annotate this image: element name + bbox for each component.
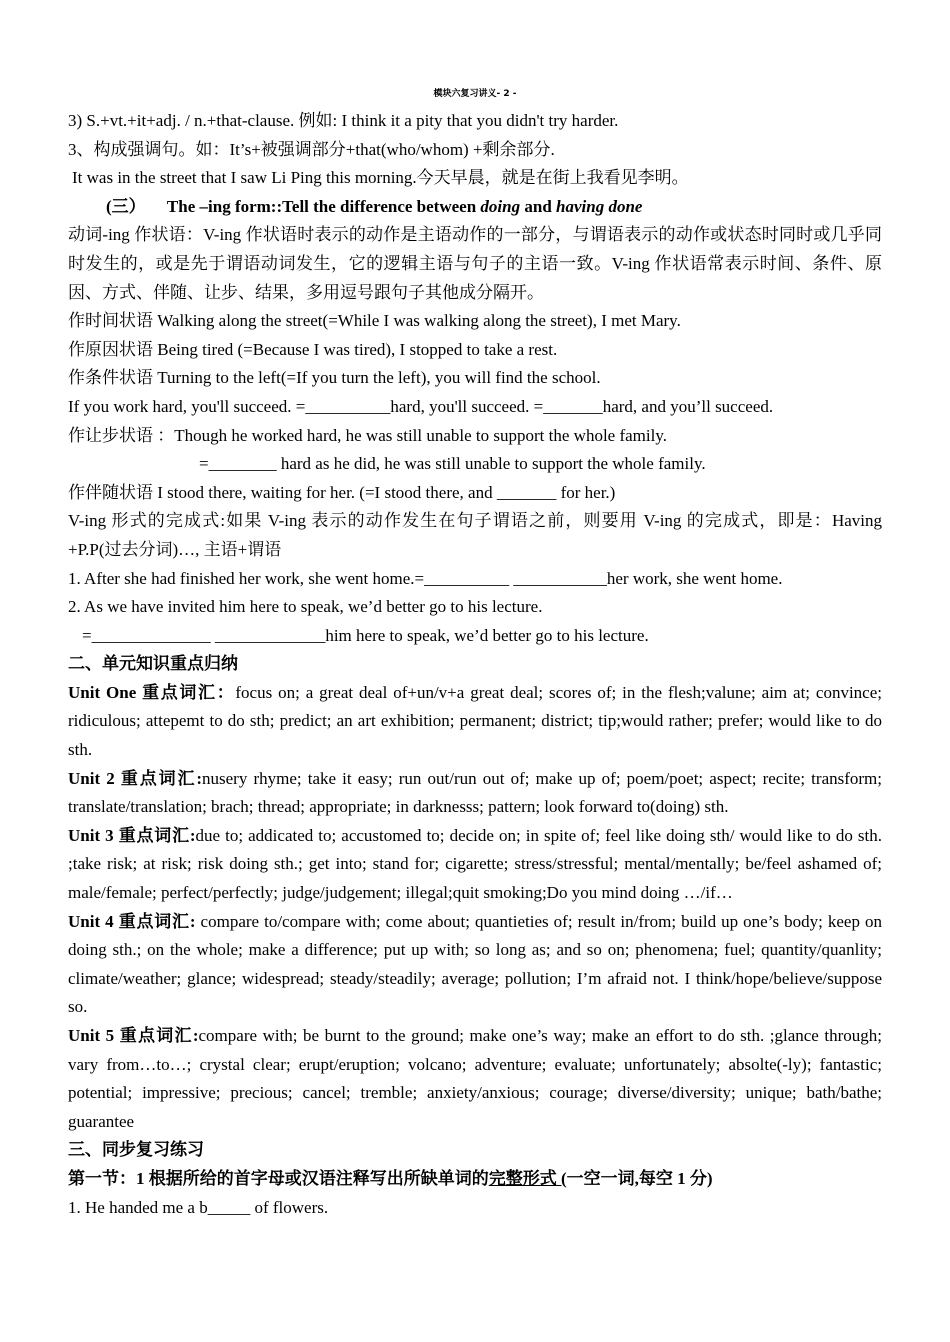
text-line: 3) S.+vt.+it+adj. / n.+that-clause. 例如: I think it a pity that you didn't try harder. bbox=[68, 111, 619, 130]
unit-text: nusery rhyme; take it easy; run out/run out of; make up of; poem/poet; aspect; recite; transform; translate/translation; brach; thread; appropriate; in darknesss; pattern; look forward to(doing) sth. bbox=[68, 768, 882, 817]
unit-vocab-1 bbox=[68, 679, 882, 765]
unit-text: compare with; be burnt to the ground; make one’s way; make an effort to do sth. ;glance through; vary from…to…; crystal clear; erupt/eruption; volcano; adventure; evaluate; unfortunately; absolte(-ly); fantastic; potential; impressive; precious; cancel; tremble; anxiety/anxious; courage; diverse/diversity; unique; bath/bathe; guarantee bbox=[68, 1026, 882, 1131]
unit-label: Unit 3 重点词汇: bbox=[68, 825, 196, 845]
section-heading-ing-form bbox=[68, 193, 882, 222]
text-line: It was in the street that I saw Li Ping this morning.今天早晨，就是在街上我看见李明。 bbox=[72, 168, 689, 188]
unit-text: due to; addicated to; accustomed to; decide on; in spite of; feel like doing sth/ would like to do sth. ;take risk; at risk; risk doing sth.; get into; stand for; cigarette; stress/stressful; mental/mentally; be/feel ashamed of; male/female; perfect/perfectly; judge/judgement; illegal;quit smoking;Do you mind doing …/if… bbox=[68, 825, 882, 903]
heading-italic: having done bbox=[556, 196, 643, 216]
text-line: 作条件状语 Turning to the left(=If you turn the left), you will find the school. bbox=[68, 368, 601, 388]
unit-text: compare to/compare with; come about; quantieties of; result in/from; build up one’s body; keep on doing sth.; on the whole; make a difference; put up with; so long as; and so on; phenomena; fuel; quantity/quanlity; climate/weather; glance; widespread; steady/steadily; average; pollution; I’m afraid not. I think/hope/believe/suppose so. bbox=[68, 911, 882, 1017]
text-line: 1. After she had finished her work, she went home.=__________ ___________her work, she went home. bbox=[68, 568, 783, 588]
instruction-text: 第一节：1 根据所给的首字母或汉语注释写出所缺单词的 bbox=[68, 1168, 489, 1188]
text-line: 作让步状语 ：Though he worked hard, he was still unable to support the whole family. bbox=[68, 425, 667, 445]
unit-vocab-4 bbox=[68, 908, 882, 1022]
text-line: 作伴随状语 I stood there, waiting for her. (=I stood there, and _______ for her.) bbox=[68, 482, 616, 502]
paragraph: V-ing 形式的完成式:如果 V-ing 表示的动作发生在句子谓语之前，则要用 V-ing 的完成式，即是：Having +P.P(过去分词)…, 主语+谓语 bbox=[68, 511, 882, 559]
exercise-question: 1. He handed me a b_____ of flowers. bbox=[68, 1197, 329, 1217]
text-line: =________ hard as he did, he was still unable to support the whole family. bbox=[199, 454, 706, 474]
instruction-underlined: 完整形式 ( bbox=[488, 1168, 567, 1188]
text-line: 2. As we have invited him here to speak, we’d better go to his lecture. bbox=[68, 597, 543, 617]
text-line: If you work hard, you'll succeed. =__________hard, you'll succeed. =_______hard, and you’ll succeed. bbox=[68, 396, 774, 416]
heading-text: and bbox=[520, 196, 557, 216]
section-heading-2: 二、单元知识重点归纳 bbox=[68, 654, 238, 674]
page-header: 模块六复习讲义- 2 - bbox=[433, 89, 517, 99]
text-line: 作原因状语 Being tired (=Because I was tired), I stopped to take a rest. bbox=[68, 339, 558, 359]
unit-vocab-3 bbox=[68, 822, 882, 908]
unit-label: Unit 2 重点词汇: bbox=[68, 768, 202, 788]
section-number: (三） bbox=[106, 196, 146, 216]
heading-italic: doing bbox=[480, 196, 521, 216]
text-line: 3、构成强调句。如：It’s+被强调部分+that(who/whom) +剩余部分. bbox=[68, 139, 555, 159]
unit-vocab-5 bbox=[68, 1022, 882, 1136]
unit-vocab-2 bbox=[68, 765, 882, 822]
instruction-text: 一空一词,每空 1 分) bbox=[566, 1168, 713, 1188]
unit-label: Unit One 重点词汇： bbox=[68, 682, 236, 702]
document-body bbox=[68, 107, 882, 1222]
unit-label: Unit 4 重点词汇: bbox=[68, 911, 196, 931]
exercise-instruction bbox=[68, 1165, 882, 1194]
text-line: =______________ _____________him here to speak, we’d better go to his lecture. bbox=[82, 625, 649, 645]
text-line: 作时间状语 Walking along the street(=While I was walking along the street), I met Mary. bbox=[68, 311, 681, 331]
section-heading-3: 三、同步复习练习 bbox=[68, 1140, 204, 1160]
unit-text: focus on; a great deal of+un/v+a great deal; scores of; in the flesh;valune; aim at; convince; ridiculous; attepemt to do sth; predict; an art exhibition; permanent; district; tip;would rather; prefer; would like to do sth. bbox=[68, 682, 882, 760]
paragraph: 动词-ing 作状语：V-ing 作状语时表示的动作是主语动作的一部分，与谓语表示的动作或状态时同时或几乎同时发生的，或是先于谓语动词发生，它的逻辑主语与句子的主语一致。V-ing 作状语常表示时间、条件、原因、方式、伴随、让步、结果，多用逗号跟句子其他成分隔开。 bbox=[68, 225, 882, 302]
unit-label: Unit 5 重点词汇: bbox=[68, 1026, 199, 1045]
heading-text: The –ing form::Tell the difference between bbox=[166, 196, 481, 216]
